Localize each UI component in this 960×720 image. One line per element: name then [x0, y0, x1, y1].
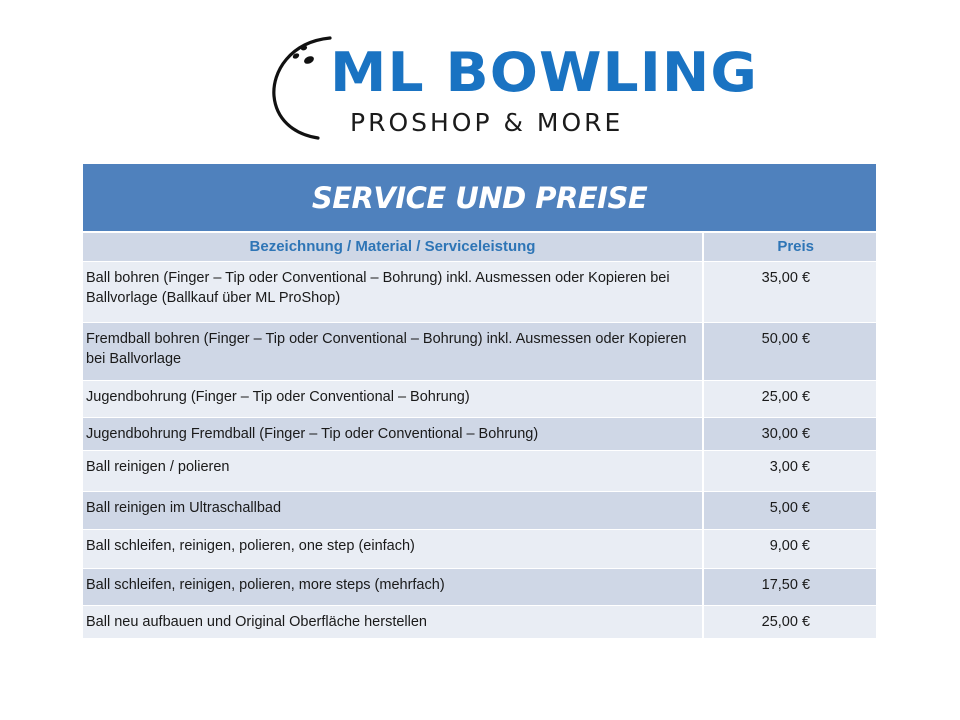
row-description: Fremdball bohren (Finger – Tip oder Conventional – Bohrung) inkl. Ausmessen oder Kopieren bei Ballvorlage	[83, 322, 703, 380]
logo-title: ML BOWLING	[330, 41, 758, 104]
ml-bowling-logo	[268, 32, 758, 144]
row-price: 25,00 €	[703, 380, 876, 417]
row-price: 3,00 €	[703, 450, 876, 491]
row-price: 5,00 €	[703, 491, 876, 529]
price-table	[83, 164, 876, 638]
row-description: Ball schleifen, reinigen, polieren, one step (einfach)	[83, 529, 703, 568]
table-title-row	[83, 164, 876, 231]
row-price: 9,00 €	[703, 529, 876, 568]
row-description: Jugendbohrung Fremdball (Finger – Tip oder Conventional – Bohrung)	[83, 417, 703, 450]
row-price: 30,00 €	[703, 417, 876, 450]
row-price: 25,00 €	[703, 605, 876, 638]
row-description: Ball schleifen, reinigen, polieren, more steps (mehrfach)	[83, 568, 703, 605]
table-row	[83, 529, 876, 568]
table-row	[83, 417, 876, 450]
table-header-row	[83, 233, 876, 261]
row-price: 17,50 €	[703, 568, 876, 605]
table-row	[83, 491, 876, 529]
column-header-description: Bezeichnung / Material / Serviceleistung	[83, 233, 703, 261]
table-title: SERVICE UND PREISE	[311, 180, 648, 215]
row-description: Ball reinigen im Ultraschallbad	[83, 491, 703, 529]
table-row	[83, 450, 876, 491]
table-row	[83, 322, 876, 380]
row-description: Ball reinigen / polieren	[83, 450, 703, 491]
column-header-price: Preis	[777, 238, 815, 256]
table-row	[83, 568, 876, 605]
row-price: 50,00 €	[703, 322, 876, 380]
table-row	[83, 605, 876, 638]
logo-subtitle: PROSHOP & MORE	[350, 108, 624, 137]
table-row	[83, 261, 876, 322]
table-row	[83, 380, 876, 417]
row-price: 35,00 €	[703, 261, 876, 322]
row-description: Jugendbohrung (Finger – Tip oder Conventional – Bohrung)	[83, 380, 703, 417]
row-description: Ball bohren (Finger – Tip oder Conventional – Bohrung) inkl. Ausmessen oder Kopieren bei Ballvorlage (Ballkauf über ML ProShop)	[83, 261, 703, 322]
bowling-ball-icon	[268, 32, 338, 144]
row-description: Ball neu aufbauen und Original Oberfläche herstellen	[83, 605, 703, 638]
